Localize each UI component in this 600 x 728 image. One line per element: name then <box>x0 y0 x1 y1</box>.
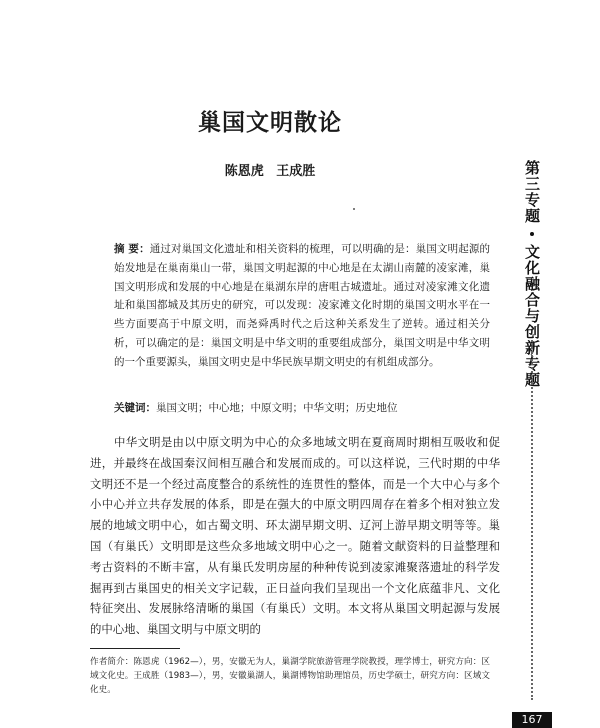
keywords-text: 巢国文明；中心地；中原文明；中华文明；历史地位 <box>156 402 398 414</box>
abstract-text: 通过对巢国文化遗址和相关资料的梳理，可以明确的是：巢国文明起源的始发地是在巢南巢山一带，巢国文明起源的中心地是在太湖山南麓的凌家滩，巢国文明形成和发展的中心地是在巢湖东岸的唐咀古城遗址。通过对凌家滩文化遗址和巢国都城及其历史的研究，可以发现：凌家滩文化时期的巢国文明水平在一些方面要高于中原文明，而尧舜禹时代之后这种关系发生了逆转。通过相关分析，可以确定的是：巢国文明是中华文明的重要组成部分，巢国文明是中华文明的一个重要源头，巢国文明史是中华民族早期文明史的有机组成部分。 <box>114 243 491 368</box>
body-paragraph: 中华文明是由以中原文明为中心的众多地域文明在夏商周时期相互吸收和促进，并最终在战国秦汉间相互融合和发展而成的。可以这样说，三代时期的中华文明还不是一个经过高度整合的系统性的连贯性的整体，而是一个大中心与多个小中心并立共存发展的体系，即是在强大的中原文明四周存在着多个相对独立发展的地域文明中心，如古蜀文明、环太湖早期文明、辽河上游早期文明等等。巢国（有巢氏）文明即是这些众多地域文明中心之一。随着文献资料的日益整理和考古资料的不断丰富，从有巢氏发明房屋的种种传说到凌家滩聚落遗址的科学发掘再到古巢国史的相关文字记载，正日益向我们呈现出一个文化底蕴非凡、文化特征突出、发展脉络清晰的巢国（有巢氏）文明。本文将从巢国文明起源与发展的中心地、巢国文明与中原文明的 <box>90 435 500 637</box>
article-title: 巢国文明散论 <box>198 110 342 136</box>
side-dotted-rule <box>531 340 533 700</box>
side-topic-label: 文化融合与创新专题 <box>523 244 541 388</box>
footnote: 作者简介：陈恩虎（1962—），男，安徽无为人，巢湖学院旅游管理学院教授，理学博士，研究方向：区域文化史。王成胜（1983—），男，安徽巢湖人，巢湖博物馆助理馆员，历史学硕士，研究方向：区域文化史。 <box>90 657 490 695</box>
keywords <box>114 400 494 416</box>
side-section-label: 第三专题 <box>523 160 541 224</box>
decorative-dot <box>353 208 355 210</box>
footnote-divider <box>90 648 180 649</box>
abstract-label: 摘 要： <box>114 243 150 255</box>
article-authors: 陈恩虎 王成胜 <box>224 164 316 179</box>
abstract-paragraph <box>90 240 490 372</box>
page-number: 167 <box>512 712 552 728</box>
keywords-label: 关键词： <box>114 402 156 414</box>
abstract <box>90 240 490 372</box>
side-separator-dot <box>530 232 534 236</box>
